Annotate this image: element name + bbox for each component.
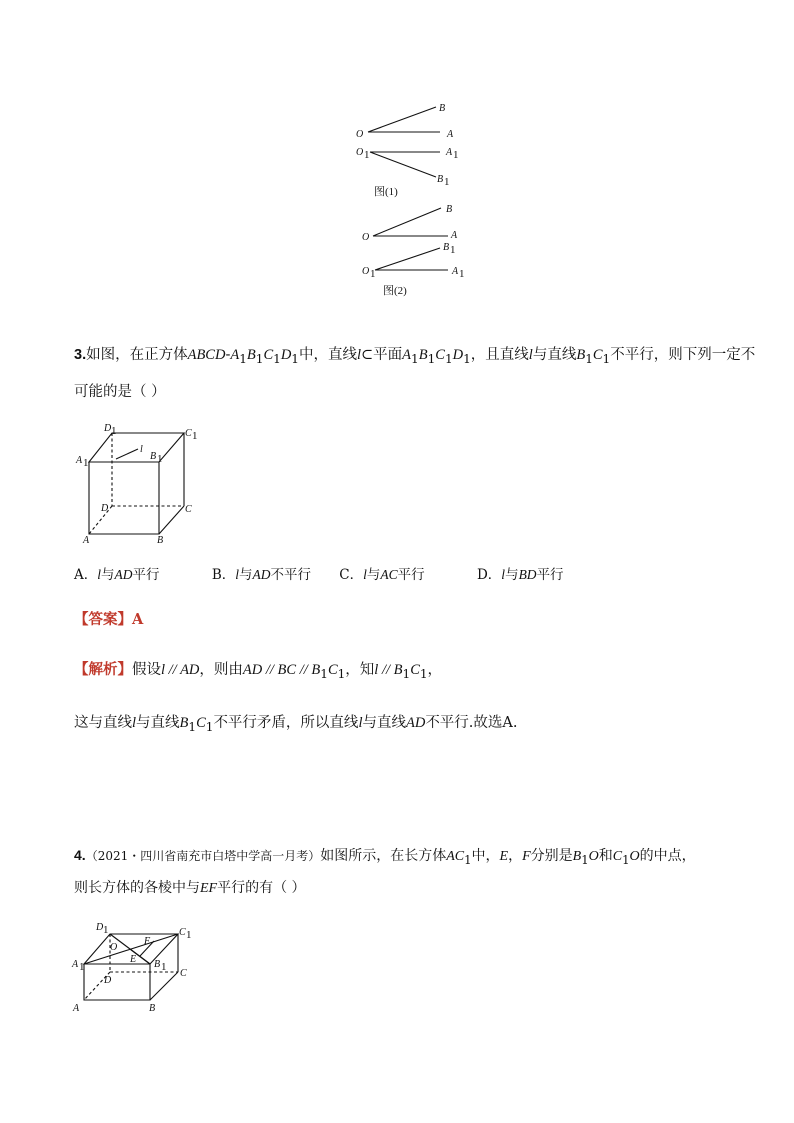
cuboid-label-O: O [110, 942, 118, 953]
fig2-sub-B1: 1 [450, 244, 456, 256]
q3-option-b[interactable]: B．l与AD不平行 [211, 567, 311, 583]
fig1-ray-O1B1 [370, 152, 436, 177]
fig1-ray-OB [368, 107, 436, 132]
cube-label-D: D [101, 503, 109, 514]
q3-answer [74, 610, 143, 630]
fig1-label-B1: B [437, 174, 444, 185]
fig2-label-B: B [446, 204, 453, 215]
cuboid-label-C1: C [179, 927, 186, 938]
answer-label: 【答案】 [74, 611, 132, 628]
cube-label-B: B [157, 535, 164, 546]
q3-stem-line2: 可能的是（ ） [74, 384, 166, 400]
cuboid-label-D1: D [96, 922, 104, 933]
q3-number: 3. [74, 347, 87, 363]
fig1-label-A1: A [446, 147, 453, 158]
cuboid-label-D: D [104, 975, 112, 986]
cube-label-A1: A [76, 455, 83, 466]
q3-analysis-line1: 【解析】假设l // AD，则由AD // BC // $B_1C_1$，知l // $B_1C_1$， [74, 661, 443, 681]
fig2-sub-O1: 1 [370, 268, 376, 280]
cube-edge-BC [159, 506, 184, 534]
cuboid-label-F: F [144, 936, 151, 947]
cuboid-label-E: E [130, 954, 137, 965]
fig2-caption: 图(2) [383, 285, 407, 297]
fig1-label-O: O [356, 129, 364, 140]
q4-stem-line2: 则长方体的各棱中与EF平行的有（ ） [74, 880, 306, 896]
q3-option-c[interactable]: C．l与AC平行 [339, 567, 425, 583]
q3-options [74, 565, 564, 585]
q3-analysis-line2: 这与直线l与直线$B_1C_1$不平行矛盾，所以直线l与直线AD不平行.故选A. [74, 715, 518, 734]
cuboid-label-C: C [180, 968, 187, 979]
fig1-caption: 图(1) [374, 186, 398, 198]
fig2-ray-OB [373, 208, 441, 236]
svg-text:1: 1 [186, 929, 192, 941]
q4-source: （2021・四川省南充市白塔中学高一月考） [85, 849, 321, 863]
cuboid-label-A: A [73, 1003, 80, 1014]
fig1-label-B: B [439, 103, 446, 114]
fig2-label-O: O [362, 232, 370, 243]
q4-number: 4. [74, 847, 86, 863]
fig1-label-O1: O [356, 147, 364, 158]
q3-option-d[interactable]: D．l与BD平行 [476, 567, 564, 583]
fig2-label-B1: B [443, 242, 450, 253]
cube-label-l: l [140, 444, 143, 455]
fig1-sub-A1: 1 [453, 149, 459, 161]
angle-figures [340, 95, 480, 305]
cube-label-A: A [83, 535, 90, 546]
cube-label-C: C [185, 504, 192, 515]
cube-line-l [116, 449, 138, 459]
fig1-label-A: A [447, 129, 454, 140]
cube-top-face [89, 433, 184, 462]
q3-option-a[interactable]: A．l与AD平行 [74, 567, 160, 583]
svg-text:1: 1 [111, 425, 117, 437]
cuboid-front-face [84, 964, 150, 1000]
analysis-label: 【解析】 [74, 661, 132, 678]
answer-value: A [132, 611, 144, 628]
q3-cube-figure [72, 422, 202, 547]
svg-text:1: 1 [79, 961, 85, 973]
cube-front-face [89, 462, 159, 534]
fig1-sub-B1: 1 [444, 176, 450, 188]
cube-label-C1: C [185, 428, 192, 439]
cube-label-D1: D [104, 423, 112, 434]
cuboid-label-A1: A [72, 959, 79, 970]
cuboid-label-B1: B [154, 959, 161, 970]
svg-text:1: 1 [192, 430, 198, 442]
q3-stem-line1: 3.如图，在正方体ABCD-$A_1B_1C_1D_1$中，直线l⊂平面$A_1B_1C_1D_1$，且直线l与直线$B_1C_1$不平行，则下列一定不 [74, 347, 756, 366]
svg-text:1: 1 [157, 453, 163, 465]
cube-label-B1: B [150, 451, 157, 462]
cuboid-edge-BC [150, 972, 178, 1000]
cuboid-label-B: B [149, 1003, 156, 1014]
fig2-ray-O1B1 [375, 248, 440, 270]
fig2-label-O1: O [362, 266, 370, 277]
q4-cuboid-figure [68, 917, 198, 1017]
fig2-sub-A1: 1 [459, 268, 465, 280]
q4-stem-line1: 4.（2021・四川省南充市白塔中学高一月考）如图所示，在长方体$AC_1$中，E，F分别是$B_1O$和$C_1O$的中点， [74, 847, 696, 867]
svg-text:1: 1 [83, 457, 89, 469]
svg-text:1: 1 [103, 924, 109, 936]
fig2-label-A1: A [452, 266, 459, 277]
fig2-label-A: A [451, 230, 458, 241]
fig1-sub-O1: 1 [364, 149, 370, 161]
svg-text:1: 1 [161, 961, 167, 973]
